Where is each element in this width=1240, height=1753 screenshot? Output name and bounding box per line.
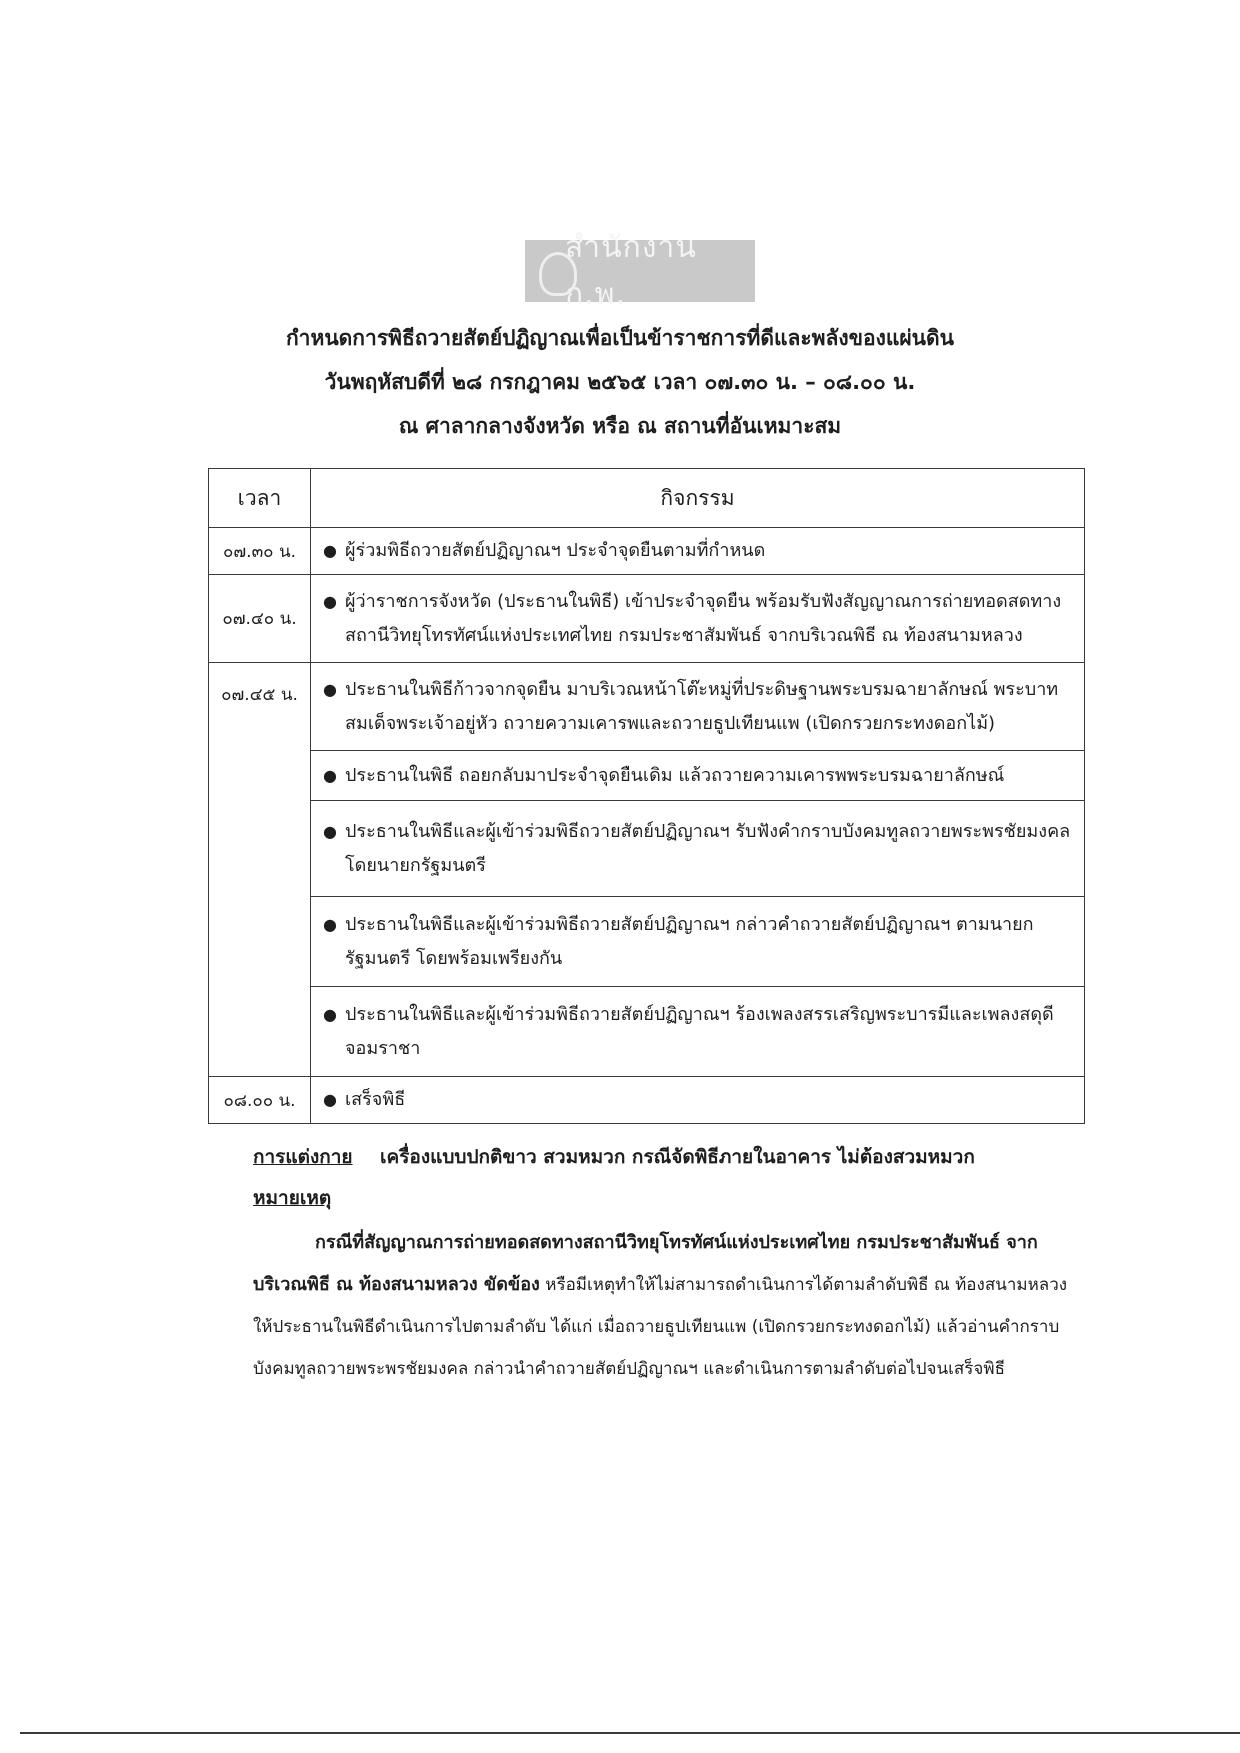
activity-cell bbox=[311, 1077, 1085, 1124]
activity-text: ประธานในพิธีและผู้เข้าร่วมพิธีถวายสัตย์ปฏิญาณฯ รับฟังคำกราบบังคมทูลถวายพระพรชัยมงคล โดยนายกรัฐมนตรี bbox=[345, 820, 1071, 876]
bullet-icon: ● bbox=[323, 679, 337, 699]
table-row bbox=[209, 801, 1085, 897]
activity-cell bbox=[311, 751, 1085, 801]
activity-cell bbox=[311, 663, 1085, 751]
table-row bbox=[209, 1077, 1085, 1124]
activity-cell bbox=[311, 528, 1085, 575]
time-cell: ๐๗.๔๐ น. bbox=[209, 575, 311, 663]
title-line-2: วันพฤหัสบดีที่ ๒๘ กรกฎาคม ๒๕๖๕ เวลา ๐๗.๓๐ น. – ๐๘.๐๐ น. bbox=[324, 370, 916, 394]
table-header-row bbox=[209, 469, 1085, 528]
bullet-icon: ● bbox=[323, 821, 337, 841]
table-row bbox=[209, 528, 1085, 575]
note-label: หมายเหตุ bbox=[253, 1187, 332, 1209]
column-header-time: เวลา bbox=[209, 469, 311, 528]
title-line-1: กำหนดการพิธีถวายสัตย์ปฏิญาณเพื่อเป็นข้าราชการที่ดีและพลังของแผ่นดิน bbox=[285, 326, 955, 350]
office-stamp bbox=[525, 230, 755, 312]
activity-text: ประธานในพิธีและผู้เข้าร่วมพิธีถวายสัตย์ปฏิญาณฯ ร้องเพลงสรรเสริญพระบารมีและเพลงสดุดีจอมราชา bbox=[345, 1003, 1054, 1059]
bullet-icon: ● bbox=[323, 1004, 337, 1024]
activity-text: ประธานในพิธี ถอยกลับมาประจำจุดยืนเดิม แล้วถวายความเคารพพระบรมฉายาลักษณ์ bbox=[345, 764, 1005, 786]
time-cell: ๐๗.๔๕ น. bbox=[209, 663, 311, 1077]
activity-text: เสร็จพิธี bbox=[345, 1089, 406, 1110]
activity-cell bbox=[311, 897, 1085, 987]
table-row bbox=[209, 987, 1085, 1077]
bullet-icon: ● bbox=[323, 1090, 337, 1109]
activity-text: ผู้ว่าราชการจังหวัด (ประธานในพิธี) เข้าประจำจุดยืน พร้อมรับฟังสัญญาณการถ่ายทอดสดทางสถานีวิทยุโทรทัศน์แห่งประเทศไทย กรมประชาสัมพันธ์ จากบริเวณพิธี ณ ท้องสนามหลวง bbox=[345, 590, 1062, 646]
stamp-text: สำนักงาน ก.พ. bbox=[565, 230, 697, 312]
bullet-icon: ● bbox=[323, 541, 337, 560]
dress-label: การแต่งกาย bbox=[253, 1146, 353, 1168]
note-paragraph bbox=[253, 1222, 1083, 1390]
activity-text: ประธานในพิธีและผู้เข้าร่วมพิธีถวายสัตย์ปฏิญาณฯ กล่าวคำถวายสัตย์ปฏิญาณฯ ตามนายกรัฐมนตรี โดยพร้อมเพรียงกัน bbox=[345, 913, 1034, 969]
time-cell: ๐๗.๓๐ น. bbox=[209, 528, 311, 575]
table-row bbox=[209, 751, 1085, 801]
activity-text: ผู้ร่วมพิธีถวายสัตย์ปฏิญาณฯ ประจำจุดยืนตามที่กำหนด bbox=[345, 540, 766, 561]
garuda-seal-icon bbox=[539, 252, 577, 296]
title-line-3: ณ ศาลากลางจังหวัด หรือ ณ สถานที่อันเหมาะสม bbox=[398, 414, 842, 438]
note-bold-text: กรณีที่สัญญาณการถ่ายทอดสดทางสถานีวิทยุโทรทัศน์แห่งประเทศไทย กรมประชาสัมพันธ์ จากบริเวณพิธี ณ ท้องสนามหลวง ขัดข้อง bbox=[253, 1232, 1038, 1295]
note-text: หรือมีเหตุทำให้ไม่สามารถดำเนินการได้ตามลำดับพิธี ณ ท้องสนามหลวง ให้ประธานในพิธีดำเนินการไปตามลำดับ ได้แก่ เมื่อถวายธูปเทียนแพ (เปิดกรวยกระทงดอกไม้) แล้วอ่านคำกราบบังคมทูลถวายพระพรชัยมงคล กล่าวนำคำถวายสัตย์ปฏิญาณฯ และดำเนินการตามลำดับต่อไปจนเสร็จพิธี bbox=[253, 1275, 1068, 1379]
column-header-activity: กิจกรรม bbox=[311, 469, 1085, 528]
bullet-icon: ● bbox=[323, 591, 337, 611]
activity-cell bbox=[311, 575, 1085, 663]
activity-cell bbox=[311, 987, 1085, 1077]
dress-text: เครื่องแบบปกติขาว สวมหมวก กรณีจัดพิธีภายในอาคาร ไม่ต้องสวมหมวก bbox=[380, 1146, 975, 1168]
page-bottom-rule bbox=[20, 1732, 1240, 1734]
bullet-icon: ● bbox=[323, 765, 337, 785]
bullet-icon: ● bbox=[323, 914, 337, 934]
activity-cell bbox=[311, 801, 1085, 897]
schedule-table bbox=[208, 468, 1085, 1124]
table-row bbox=[209, 575, 1085, 663]
table-row bbox=[209, 897, 1085, 987]
table-row bbox=[209, 663, 1085, 751]
activity-text: ประธานในพิธีก้าวจากจุดยืน มาบริเวณหน้าโต๊ะหมู่ที่ประดิษฐานพระบรมฉายาลักษณ์ พระบาทสมเด็จพระเจ้าอยู่หัว ถวายความเคารพและถวายธูปเทียนแพ (เปิดกรวยกระทงดอกไม้) bbox=[345, 678, 1059, 734]
time-cell: ๐๘.๐๐ น. bbox=[209, 1077, 311, 1124]
